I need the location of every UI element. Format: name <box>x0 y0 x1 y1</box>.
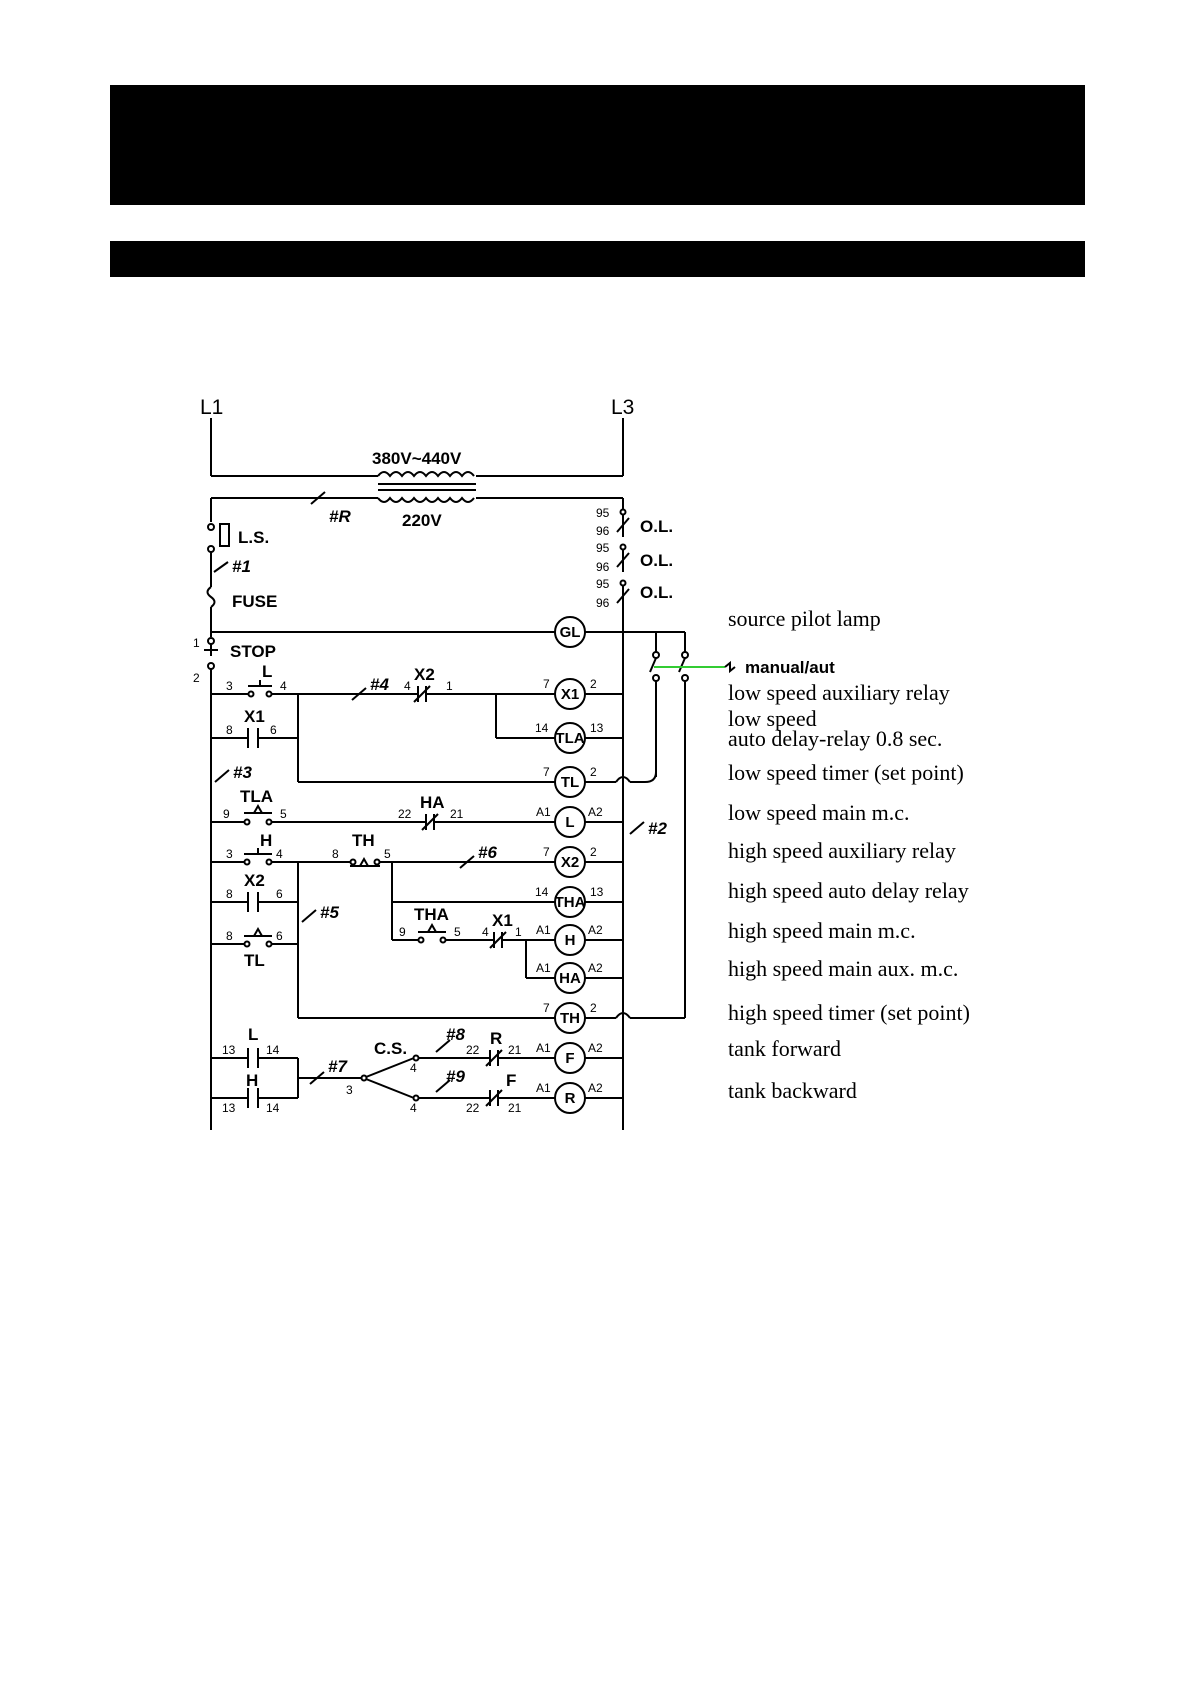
pin-label: 4 <box>410 1061 417 1075</box>
pin-label: A2 <box>588 805 603 819</box>
ol-label-1: O.L. <box>640 517 674 536</box>
limit-switch-symbol <box>220 524 229 546</box>
pin-label: 21 <box>508 1043 522 1057</box>
tla-contact-label: TLA <box>240 787 274 806</box>
pin-label: 2 <box>193 671 200 685</box>
cs-terminal <box>414 1056 419 1061</box>
ol-label-3: O.L. <box>640 583 674 602</box>
pin-label: 4 <box>482 925 489 939</box>
manual-auto-actuator <box>725 663 735 671</box>
x2-contact-label: X2 <box>414 665 435 684</box>
desc-auto-delay: auto delay-relay 0.8 sec. <box>728 726 943 751</box>
pin-label: 2 <box>590 1001 597 1015</box>
wire-5: #5 <box>320 903 339 922</box>
pin-label: 6 <box>270 723 277 737</box>
pin-label: A1 <box>536 1041 551 1055</box>
contact-terminal <box>351 860 356 865</box>
contact-terminal <box>375 860 380 865</box>
pin-label: 2 <box>590 677 597 691</box>
cs-selector-down <box>366 1079 414 1098</box>
ol-pin: 96 <box>596 524 610 538</box>
contact-terminal <box>245 820 250 825</box>
tha-coil-label: THA <box>554 894 586 911</box>
ls-label: L.S. <box>238 528 270 547</box>
pin-label: 1 <box>193 636 200 650</box>
pin-label: 9 <box>399 925 406 939</box>
h-coil-label: H <box>564 932 576 949</box>
x2-hold-label: X2 <box>244 871 265 890</box>
ol-terminal <box>621 581 626 586</box>
pin-label: A2 <box>588 1081 603 1095</box>
contact-terminal <box>267 860 272 865</box>
pin-label: 5 <box>384 847 391 861</box>
manual-auto-label: manual/aut <box>745 658 835 677</box>
pin-label: 7 <box>543 845 550 859</box>
ol-pin: 95 <box>596 541 610 555</box>
wire-7: #7 <box>328 1057 347 1076</box>
pin-label: 13 <box>590 885 604 899</box>
pin-label: A1 <box>536 961 551 975</box>
wire-6: #6 <box>478 843 497 862</box>
pin-label: 8 <box>226 929 233 943</box>
pin-label: A1 <box>536 805 551 819</box>
secondary-voltage: 220V <box>402 511 442 530</box>
pin-label: 7 <box>543 677 550 691</box>
manual-switch-terminal <box>682 675 688 681</box>
h-aux-label: H <box>246 1071 259 1090</box>
ol-label-2: O.L. <box>640 551 674 570</box>
pin-label: 2 <box>590 765 597 779</box>
pin-label: 9 <box>223 807 230 821</box>
pin-label: A1 <box>536 923 551 937</box>
pin-label: 14 <box>266 1043 280 1057</box>
cs-label: C.S. <box>374 1039 408 1058</box>
limit-switch-terminal <box>208 524 214 530</box>
l1-label: L1 <box>200 396 224 419</box>
tla-coil-label: TLA <box>555 730 585 747</box>
desc-high-speed-aux: high speed auxiliary relay <box>728 838 956 863</box>
pin-label: 3 <box>346 1083 353 1097</box>
pin-label: 4 <box>410 1101 417 1115</box>
pin-label: 22 <box>466 1101 480 1115</box>
contact-terminal <box>419 938 424 943</box>
stop-terminal <box>208 638 214 644</box>
desc-low-speed-aux: low speed auxiliary relay <box>728 680 950 705</box>
limit-switch-terminal-2 <box>208 546 214 552</box>
l-coil-label: L <box>565 814 575 831</box>
pin-label: 5 <box>280 807 287 821</box>
pin-label: 1 <box>446 679 453 693</box>
wire-2: #2 <box>648 819 667 838</box>
ol-pin: 95 <box>596 577 610 591</box>
contact-terminal <box>267 942 272 947</box>
stop-label: STOP <box>230 642 276 661</box>
transformer-symbol <box>378 472 476 502</box>
r-interlock-label: R <box>490 1029 503 1048</box>
l3-label: L3 <box>611 396 635 419</box>
l-aux-label: L <box>248 1025 259 1044</box>
pin-label: 13 <box>222 1101 236 1115</box>
pin-label: 22 <box>398 807 412 821</box>
pin-label: 3 <box>226 847 233 861</box>
desc-low-speed-main: low speed main m.c. <box>728 800 910 825</box>
l-button-label: L <box>262 662 273 681</box>
desc-source-pilot-lamp: source pilot lamp <box>728 606 881 631</box>
pin-label: 4 <box>404 679 411 693</box>
desc-high-speed-main-aux: high speed main aux. m.c. <box>728 956 959 981</box>
wire-3: #3 <box>233 763 252 782</box>
contact-terminal <box>249 692 254 697</box>
desc-tank-forward: tank forward <box>728 1036 842 1061</box>
pin-label: 8 <box>226 887 233 901</box>
pin-label: 13 <box>590 721 604 735</box>
desc-high-speed-main: high speed main m.c. <box>728 918 916 943</box>
x1-interlock-label: X1 <box>492 911 513 930</box>
desc-low-speed-timer: low speed timer (set point) <box>728 760 964 785</box>
ha-coil-label: HA <box>559 970 581 987</box>
x2-coil-label: X2 <box>560 854 580 871</box>
pin-label: A2 <box>588 923 603 937</box>
ol-pin: 95 <box>596 506 610 520</box>
x1-coil-label: X1 <box>560 686 580 703</box>
pin-label: 4 <box>276 847 283 861</box>
manual-switch-terminal <box>653 652 659 658</box>
pin-label: 22 <box>466 1043 480 1057</box>
contact-terminal <box>267 820 272 825</box>
pin-label: 7 <box>543 1001 550 1015</box>
h-button-label: H <box>260 831 273 850</box>
contact-terminal <box>441 938 446 943</box>
pin-label: 3 <box>226 679 233 693</box>
r-coil-label: R <box>564 1090 576 1107</box>
ol-terminal <box>621 510 626 515</box>
pin-label: 21 <box>508 1101 522 1115</box>
desc-high-speed-auto: high speed auto delay relay <box>728 878 969 903</box>
tha-contact-label: THA <box>414 905 449 924</box>
pin-label: 6 <box>276 929 283 943</box>
manual-switch-terminal <box>682 652 688 658</box>
manual-switch-terminal <box>653 675 659 681</box>
pin-label: 21 <box>450 807 464 821</box>
ol-pin: 96 <box>596 560 610 574</box>
wire-1: #1 <box>232 557 251 576</box>
pin-label: 4 <box>280 679 287 693</box>
ha-contact-label: HA <box>420 793 445 812</box>
wire-r: #R <box>329 507 351 526</box>
th-coil-label: TH <box>560 1010 580 1027</box>
wire-8: #8 <box>446 1025 465 1044</box>
stop-terminal-2 <box>208 663 214 669</box>
pin-label: 6 <box>276 887 283 901</box>
pin-label: A1 <box>536 1081 551 1095</box>
pin-label: 5 <box>454 925 461 939</box>
ol-terminal <box>621 545 626 550</box>
tl-contact-label: TL <box>244 951 265 970</box>
pin-label: 1 <box>515 925 522 939</box>
pin-label: 7 <box>543 765 550 779</box>
pin-label: 8 <box>226 723 233 737</box>
x1-contact-label: X1 <box>244 707 265 726</box>
contact-terminal <box>267 692 272 697</box>
contact-terminal <box>245 942 250 947</box>
contact-terminal <box>245 860 250 865</box>
pin-label: 8 <box>332 847 339 861</box>
th-contact-label: TH <box>352 831 375 850</box>
cs-terminal <box>414 1096 419 1101</box>
pin-label: 14 <box>535 885 549 899</box>
f-coil-label: F <box>565 1050 575 1067</box>
pin-label: 14 <box>266 1101 280 1115</box>
ol-pin: 96 <box>596 596 610 610</box>
pin-label: 2 <box>590 845 597 859</box>
pin-label: 14 <box>535 721 549 735</box>
f-interlock-label: F <box>506 1071 517 1090</box>
gl-lamp-label: GL <box>559 624 581 641</box>
pin-label: 13 <box>222 1043 236 1057</box>
cs-selector-up <box>366 1058 414 1077</box>
desc-tank-backward: tank backward <box>728 1078 857 1103</box>
desc-high-speed-timer: high speed timer (set point) <box>728 1000 970 1025</box>
wire-4: #4 <box>370 675 389 694</box>
tl-coil-label: TL <box>560 774 580 791</box>
fuse-label: FUSE <box>232 592 278 611</box>
pin-label: A2 <box>588 1041 603 1055</box>
desc-low-speed: low speed <box>728 706 817 731</box>
wire-9: #9 <box>446 1067 465 1086</box>
primary-voltage: 380V~440V <box>372 449 462 468</box>
fuse-symbol <box>208 587 215 607</box>
pin-label: A2 <box>588 961 603 975</box>
